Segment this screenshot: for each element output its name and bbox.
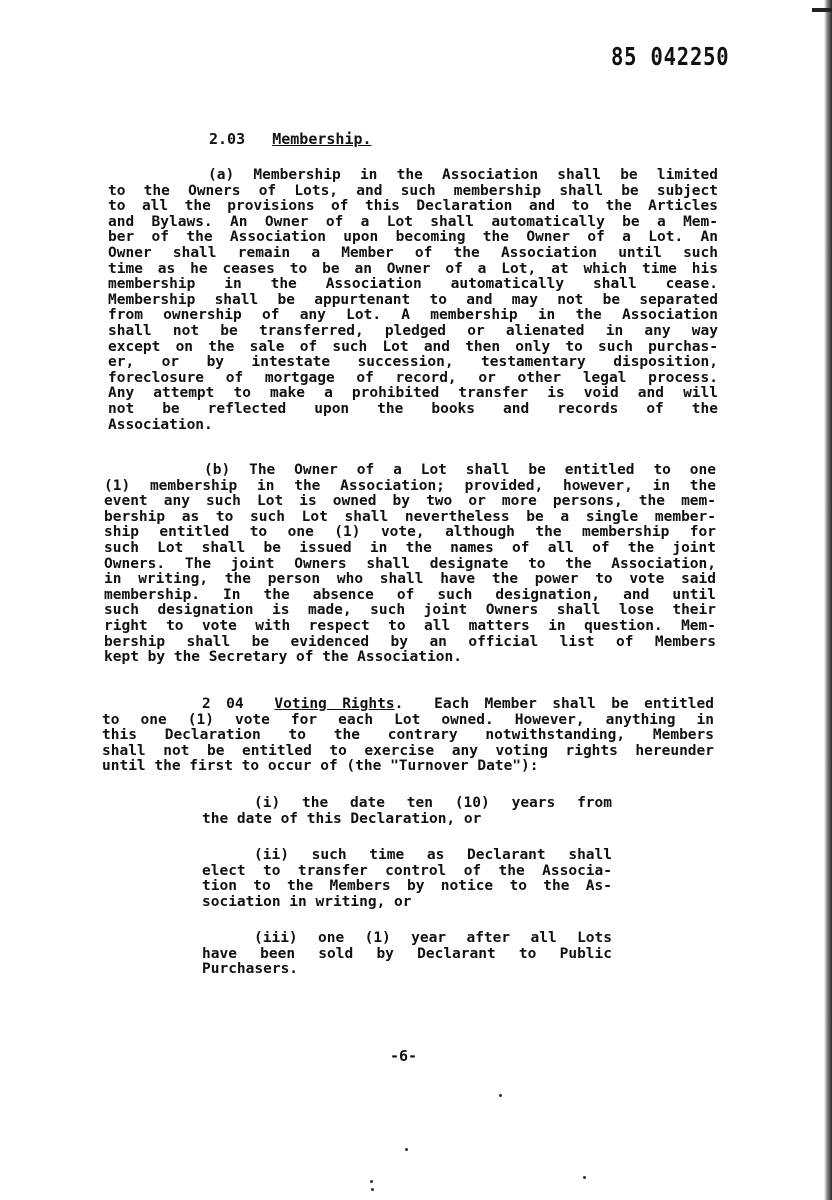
line-text: Owner shall remain a Member of the Association until such (108, 245, 718, 261)
line-text: shall not be entitled to exercise any voting rights hereunder (102, 743, 714, 759)
section-title: Membership. (272, 130, 372, 148)
line-text: in writing, the person who shall have the power to vote said (104, 572, 716, 588)
text-line (202, 848, 612, 864)
line-text: (ii) such time as Declarant shall (254, 848, 612, 863)
line-text: (b) The Owner of a Lot shall be entitled to one (204, 463, 716, 478)
text-line (104, 463, 716, 479)
text-line (202, 931, 612, 947)
line-text: Owners. The joint Owners shall designate to the Association, (104, 556, 716, 572)
line-text: ship entitled to one (1) vote, although the membership for (104, 525, 716, 541)
section-title: Voting Rights (274, 697, 395, 712)
line-text: right to vote with respect to all matters in question. Mem- (104, 618, 716, 634)
line-text: this Declaration to the contrary notwithstanding, Members (102, 728, 714, 744)
text-line (102, 728, 714, 744)
line-text: such Lot shall be issued in the names of all of the joint (104, 540, 716, 556)
line-text: ber of the Association upon becoming the Owner of a Lot. An (108, 230, 718, 246)
line-text: shall not be transferred, pledged or alienated in any way (108, 323, 718, 339)
section-2-04-line: Each Member shall be entitled (434, 697, 714, 712)
line-text: er, or by intestate succession, testamentary disposition, (108, 355, 718, 371)
scan-speck (370, 1180, 373, 1183)
text-line (202, 947, 612, 963)
text-line (104, 557, 716, 573)
line-text: event any such Lot is owned by two or more persons, the mem- (104, 494, 716, 510)
line-text: the date of this Declaration, or (202, 811, 482, 827)
line-text: to all the provisions of this Declaration and to the Articles (108, 199, 718, 215)
text-line (108, 184, 718, 200)
line-text: elect to transfer control of the Associa- (202, 863, 612, 879)
text-line (104, 525, 716, 541)
page-number: -6- (390, 1047, 418, 1065)
line-text: (iii) one (1) year after all Lots (254, 931, 612, 946)
text-line (202, 796, 612, 812)
text-line (108, 277, 718, 293)
line-text: membership in the Association automatically shall cease. (108, 277, 718, 293)
line-text: Membership shall be appurtenant to and may not be separated (108, 292, 718, 308)
scan-edge-mark (812, 8, 832, 12)
text-line (108, 386, 718, 402)
line-text: tion to the Members by notice to the As- (202, 879, 612, 895)
text-line (202, 879, 612, 895)
text-line (108, 371, 718, 387)
line-text: such designation is made, such joint Owners shall lose their (104, 603, 716, 619)
text-line (108, 215, 718, 231)
text-line (108, 308, 718, 324)
text-line (108, 355, 718, 371)
section-2-04-paragraph (102, 697, 714, 775)
text-line (108, 230, 718, 246)
paragraph-a (108, 168, 718, 433)
text-line (108, 168, 718, 184)
line-text: except on the sale of such Lot and then only to such purchas- (108, 339, 718, 355)
section-number: 2.03 (209, 130, 246, 148)
text-line (104, 588, 716, 604)
text-line (104, 572, 716, 588)
line-text: (a) Membership in the Association shall be limited (208, 168, 718, 183)
line-text: to one (1) vote for each Lot owned. However, anything in (102, 712, 714, 728)
text-line (202, 812, 612, 828)
line-text: sociation in writing, or (202, 894, 412, 910)
line-text: kept by the Secretary of the Association. (104, 650, 462, 666)
list-item-ii (202, 848, 612, 910)
text-line (108, 246, 718, 262)
text-line (104, 494, 716, 510)
scan-speck (499, 1094, 502, 1097)
line-text: from ownership of any Lot. A membership in the Association (108, 308, 718, 324)
line-text: Association. (108, 417, 213, 433)
text-line (108, 199, 718, 215)
text-line (104, 541, 716, 557)
text-line (104, 650, 716, 666)
text-line (104, 635, 716, 651)
text-line (108, 418, 718, 434)
scan-speck (405, 1148, 408, 1151)
scan-speck (371, 1188, 374, 1191)
text-line (104, 479, 716, 495)
text-line (102, 759, 714, 775)
line-text: have been sold by Declarant to Public (202, 946, 612, 962)
line-text: bership as to such Lot shall nevertheless be a single member- (104, 509, 716, 525)
text-line (108, 402, 718, 418)
text-line (102, 713, 714, 729)
scan-speck (583, 1176, 586, 1179)
line-text: not be reflected upon the books and records of the (108, 401, 718, 417)
line-text: membership. In the absence of such designation, and until (104, 587, 716, 603)
line-text: (i) the date ten (10) years from (254, 796, 612, 811)
paragraph-b (104, 463, 716, 666)
text-line (202, 962, 612, 978)
list-item-iii (202, 931, 612, 978)
text-line (108, 340, 718, 356)
text-line (104, 619, 716, 635)
text-line (102, 744, 714, 760)
line-text: Purchasers. (202, 962, 299, 978)
line-text: until the first to occur of (the "Turnover Date"): (102, 759, 539, 775)
section-2-04-first-line: 2 04 Voting Rights. Each Member shall be entitled (202, 697, 714, 712)
line-text: bership shall be evidenced by an official list of Members (104, 634, 716, 650)
text-line (104, 603, 716, 619)
line-text: foreclosure of mortgage of record, or other legal process. (108, 370, 718, 386)
section-number: 2 04 (202, 697, 244, 712)
text-line (202, 895, 612, 911)
document-number: 85 042250 (611, 42, 730, 71)
text-line (108, 293, 718, 309)
text-line (108, 324, 718, 340)
list-item-i (202, 796, 612, 827)
text-line (202, 864, 612, 880)
line-text: (1) membership in the Association; provided, however, in the (104, 478, 716, 494)
text-line (104, 510, 716, 526)
text-line (108, 262, 718, 278)
line-text: time as he ceases to be an Owner of a Lot, at which time his (108, 261, 718, 277)
line-text: to the Owners of Lots, and such membership shall be subject (108, 183, 718, 199)
line-text: and Bylaws. An Owner of a Lot shall automatically be a Mem- (108, 214, 718, 230)
line-text: Any attempt to make a prohibited transfer is void and will (108, 386, 718, 402)
scan-edge-shadow (824, 0, 832, 1200)
section-heading-2-03 (209, 130, 372, 148)
